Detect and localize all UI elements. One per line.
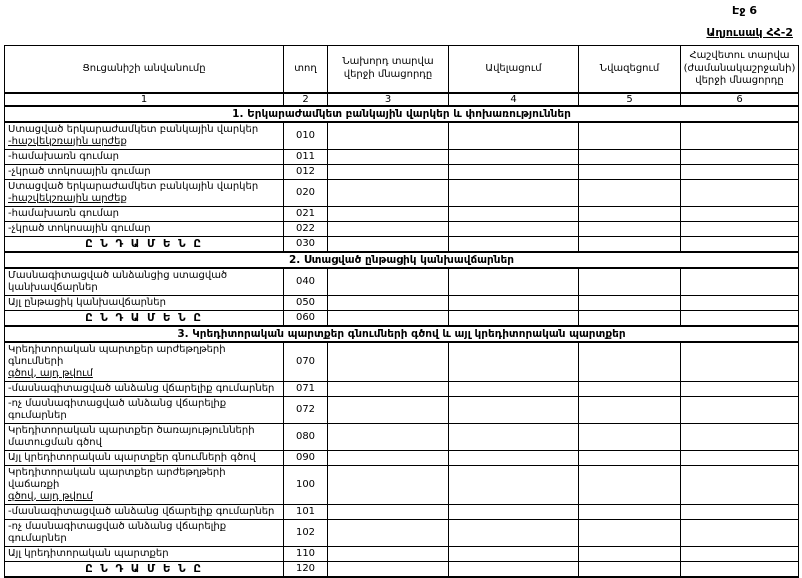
indicator-name [5,342,284,382]
row-code: 090 [284,450,328,465]
value-cell [579,381,681,396]
value-cell [328,450,449,465]
table-row [5,519,799,546]
indicator-name [5,519,284,546]
row-code: 010 [284,122,328,150]
total-row [5,236,799,252]
value-cell [328,295,449,310]
table-row [5,423,799,450]
row-code: 040 [284,268,328,296]
value-cell [328,423,449,450]
column-header-increase: Ավելացում [449,46,579,93]
value-cell [681,122,799,150]
value-cell [328,396,449,423]
value-cell [579,423,681,450]
value-cell [328,519,449,546]
indicator-name-line: -մասնագիտացված անձանց վճարելիք գումարներ [8,382,275,394]
value-cell [449,310,579,326]
column-number: 6 [681,93,799,106]
value-cell [449,342,579,382]
value-cell [579,221,681,236]
section-title: 2. Ստացված ընթացիկ կանխավճարներ [5,252,799,268]
value-cell [579,310,681,326]
value-cell [449,546,579,561]
value-cell [449,206,579,221]
value-cell [449,396,579,423]
indicator-name-line: -ոչ մասնագիտացված անձանց վճարելիք գումարներ [8,397,227,421]
value-cell [579,504,681,519]
page-number: Էջ 6 [732,4,757,17]
value-cell [681,561,799,577]
value-cell [328,310,449,326]
table-row [5,221,799,236]
row-code: 022 [284,221,328,236]
value-cell [449,164,579,179]
table-row [5,465,799,504]
form-table [4,45,799,578]
indicator-name-line: -չկրած տոկոսային գումար [8,222,151,234]
table-title: Աղյուսակ ՀՀ-2 [706,26,793,39]
column-header-row-code: տող [284,46,328,93]
total-label: Ը Ն Դ Ա Մ Ե Ն Ը [5,561,284,577]
indicator-name [5,122,284,150]
header-row [5,46,799,93]
value-cell [579,465,681,504]
value-cell [681,206,799,221]
value-cell [681,342,799,382]
value-cell [449,561,579,577]
value-cell [681,179,799,206]
value-cell [681,164,799,179]
value-cell [328,179,449,206]
table-row [5,342,799,382]
total-row [5,310,799,326]
indicator-name [5,179,284,206]
table-row [5,179,799,206]
value-cell [328,561,449,577]
indicator-name-line: գծով, այդ թվում [8,490,93,502]
indicator-name-line: -մասնագիտացված անձանց վճարելիք գումարներ [8,505,275,517]
row-code: 110 [284,546,328,561]
value-cell [681,546,799,561]
value-cell [449,149,579,164]
indicator-name-line: Կրեդիտորական պարտքեր ծառայությունների [8,424,255,436]
indicator-name [5,164,284,179]
indicator-name [5,206,284,221]
value-cell [579,149,681,164]
table-row [5,164,799,179]
value-cell [681,295,799,310]
value-cell [681,396,799,423]
value-cell [681,423,799,450]
indicator-name-line: մատուցման գծով [8,436,102,448]
row-code: 100 [284,465,328,504]
value-cell [449,465,579,504]
column-number: 4 [449,93,579,106]
column-header-decrease: Նվազեցում [579,46,681,93]
row-code: 080 [284,423,328,450]
indicator-name-line: Այլ կրեդիտորական պարտքեր գնումների գծով [8,451,256,463]
indicator-name [5,221,284,236]
total-label: Ը Ն Դ Ա Մ Ե Ն Ը [5,236,284,252]
value-cell [328,465,449,504]
value-cell [579,179,681,206]
value-cell [681,450,799,465]
value-cell [449,236,579,252]
indicator-name [5,423,284,450]
indicator-name-line: Կրեդիտորական պարտքեր արժեթղթերի վաճառքի [8,466,226,490]
value-cell [579,342,681,382]
row-code: 071 [284,381,328,396]
value-cell [681,519,799,546]
table-row [5,149,799,164]
section-row [5,106,799,122]
column-numbers-row [5,93,799,106]
column-header-prev-year-balance: Նախորդ տարվա վերջի մնացորդը [328,46,449,93]
section-row [5,252,799,268]
value-cell [681,381,799,396]
column-header-indicator: Ցուցանիշի անվանումը [5,46,284,93]
column-number: 2 [284,93,328,106]
table-body [5,106,799,577]
table-row [5,381,799,396]
value-cell [579,236,681,252]
value-cell [328,122,449,150]
value-cell [328,206,449,221]
value-cell [449,295,579,310]
value-cell [681,149,799,164]
value-cell [681,236,799,252]
column-header-report-year-balance: Հաշվետու տարվա (ժամանակաշրջանի) վերջի մնացորդը [681,46,799,93]
value-cell [681,504,799,519]
row-code: 012 [284,164,328,179]
value-cell [449,122,579,150]
table-row [5,450,799,465]
value-cell [449,179,579,206]
value-cell [579,546,681,561]
value-cell [328,149,449,164]
indicator-name-line: կանխավճարներ [8,281,98,293]
indicator-name [5,546,284,561]
value-cell [328,268,449,296]
value-cell [328,164,449,179]
indicator-name-line: -հաշվեկշռային արժեք [8,135,127,147]
value-cell [681,310,799,326]
indicator-name-line: -հաշվեկշռային արժեք [8,192,127,204]
value-cell [449,519,579,546]
value-cell [579,396,681,423]
table-row [5,122,799,150]
row-code: 011 [284,149,328,164]
indicator-name-line: Մասնագիտացված անձանցից ստացված [8,269,228,281]
value-cell [681,221,799,236]
row-code: 072 [284,396,328,423]
indicator-name [5,465,284,504]
indicator-name-line: գծով, այդ թվում [8,367,93,379]
table-row [5,268,799,296]
value-cell [681,465,799,504]
row-code: 120 [284,561,328,577]
indicator-name [5,295,284,310]
indicator-name [5,381,284,396]
value-cell [449,381,579,396]
indicator-name [5,504,284,519]
indicator-name-line: -համախառն գումար [8,207,119,219]
table-row [5,206,799,221]
indicator-name-line: -համախառն գումար [8,150,119,162]
value-cell [449,268,579,296]
row-code: 050 [284,295,328,310]
value-cell [579,561,681,577]
section-row [5,326,799,342]
indicator-name [5,149,284,164]
value-cell [449,221,579,236]
table-row [5,504,799,519]
value-cell [449,504,579,519]
value-cell [328,381,449,396]
row-code: 102 [284,519,328,546]
table-row [5,546,799,561]
indicator-name-line: -չկրած տոկոսային գումար [8,165,151,177]
column-number: 5 [579,93,681,106]
row-code: 030 [284,236,328,252]
value-cell [579,519,681,546]
row-code: 021 [284,206,328,221]
row-code: 070 [284,342,328,382]
value-cell [579,268,681,296]
row-code: 020 [284,179,328,206]
value-cell [328,236,449,252]
indicator-name-line: Կրեդիտորական պարտքեր արժեթղթերի գնումների [8,343,226,367]
indicator-name-line: Այլ կրեդիտորական պարտքեր [8,547,169,559]
value-cell [449,423,579,450]
indicator-name [5,268,284,296]
value-cell [579,206,681,221]
indicator-name-line: Ստացված երկարաժամկետ բանկային վարկեր [8,180,259,192]
value-cell [328,546,449,561]
table-header [5,46,799,106]
indicator-name [5,450,284,465]
value-cell [579,450,681,465]
table-row [5,396,799,423]
value-cell [579,122,681,150]
total-row [5,561,799,577]
indicator-name-line: Այլ ընթացիկ կանխավճարներ [8,296,166,308]
value-cell [579,164,681,179]
row-code: 060 [284,310,328,326]
row-code: 101 [284,504,328,519]
section-title: 1. Երկարաժամկետ բանկային վարկեր և փոխառություններ [5,106,799,122]
value-cell [328,342,449,382]
value-cell [328,221,449,236]
column-number: 3 [328,93,449,106]
total-label: Ը Ն Դ Ա Մ Ե Ն Ը [5,310,284,326]
value-cell [449,450,579,465]
column-number: 1 [5,93,284,106]
value-cell [328,504,449,519]
table-row [5,295,799,310]
indicator-name-line: Ստացված երկարաժամկետ բանկային վարկեր [8,123,259,135]
indicator-name-line: -ոչ մասնագիտացված անձանց վճարելիք գումարներ [8,520,227,544]
value-cell [579,295,681,310]
indicator-name [5,396,284,423]
section-title: 3. Կրեդիտորական պարտքեր գնումների գծով և այլ կրեդիտորական պարտքեր [5,326,799,342]
value-cell [681,268,799,296]
